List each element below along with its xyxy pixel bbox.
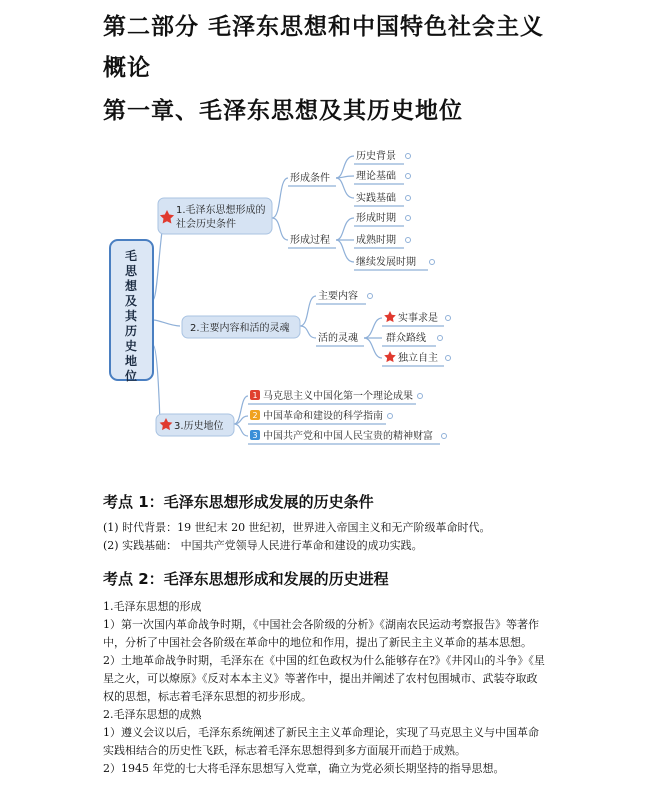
section2-body [103, 598, 573, 778]
leaf-spiritual-wealth[interactable]: 中国共产党和中国人民宝贵的精神财富 [263, 431, 433, 442]
section2-line: 星之火，可以燎原》《反对本本主义》等著作中，提出并阐述了农村包围城市、武装夺取政 [103, 672, 538, 685]
sub-living-soul[interactable]: 活的灵魂 [318, 333, 358, 344]
leaf-formation-period[interactable]: 形成时期 [356, 213, 396, 224]
leaf-scientific-guide[interactable]: 中国革命和建设的科学指南 [263, 411, 383, 422]
expand-icon[interactable] [442, 434, 447, 439]
star-icon [384, 351, 396, 362]
section2-line: 权的思想，标志着毛泽东思想的初步形成。 [103, 690, 312, 703]
leaf-mature-period[interactable]: 成熟时期 [356, 235, 396, 246]
section2-line: 2）1945 年党的七大将毛泽东思想写入党章，确立为党必须长期坚持的指导思想。 [103, 762, 505, 775]
page-title-line1: 第二部分 毛泽东思想和中国特色社会主义 [103, 14, 545, 40]
leaf-theory-basis[interactable]: 理论基础 [356, 171, 396, 182]
leaf-first-theory-result[interactable]: 马克思主义中国化第一个理论成果 [263, 391, 413, 402]
sub-formation-process[interactable]: 形成过程 [290, 235, 330, 246]
section2-line: 中，分析了中国社会各阶级在革命中的地位和作用，提出了新民主主义革命的基本思想。 [103, 636, 532, 649]
root-label-text: 毛思想及其历史地位 [124, 249, 138, 383]
chapter-title: 第一章、毛泽东思想及其历史地位 [103, 98, 463, 124]
branch1-label-l1: 1.毛泽东思想形成的 [176, 205, 266, 216]
branch2-label: 2.主要内容和活的灵魂 [190, 323, 290, 334]
expand-icon[interactable] [438, 336, 443, 341]
root-label [124, 248, 138, 383]
section2-heading: 考点 2：毛泽东思想形成和发展的历史进程 [103, 570, 389, 588]
expand-icon[interactable] [446, 356, 451, 361]
star-icon [384, 311, 396, 322]
leaf-mass-line[interactable]: 群众路线 [386, 333, 426, 344]
section1-heading: 考点 1：毛泽东思想形成发展的历史条件 [103, 493, 374, 511]
section2-line: 1）第一次国内革命战争时期，《中国社会各阶级的分析》《湖南农民运动考察报告》等著作 [103, 618, 539, 631]
badge-2-num: 2 [252, 411, 258, 420]
expand-icon[interactable] [430, 260, 435, 265]
expand-icon[interactable] [406, 216, 411, 221]
sub-formation-conditions[interactable]: 形成条件 [290, 173, 330, 184]
sub-main-content[interactable]: 主要内容 [318, 291, 358, 302]
leaf-history-background[interactable]: 历史背景 [356, 151, 396, 162]
leaf-continued-development[interactable]: 继续发展时期 [356, 257, 416, 268]
branch3-label: 3.历史地位 [174, 421, 224, 432]
page-title-line2: 概论 [103, 55, 151, 81]
leaf-seek-truth[interactable]: 实事求是 [398, 313, 438, 324]
section2-line: 1）遵义会议以后，毛泽东系统阐述了新民主主义革命理论，实现了马克思主义与中国革命 [103, 726, 539, 739]
section2-line: 实践相结合的历史性飞跃，标志着毛泽东思想得到多方面展开而趋于成熟。 [103, 744, 466, 757]
section1-body [103, 519, 573, 555]
expand-icon[interactable] [368, 294, 373, 299]
expand-icon[interactable] [418, 394, 423, 399]
leaf-independence[interactable]: 独立自主 [398, 353, 438, 364]
badge-1-num: 1 [252, 391, 258, 400]
badge-3-num: 3 [252, 431, 258, 440]
section1-line: (1) 时代背景：19 世纪末 20 世纪初，世界进入帝国主义和无产阶级革命时代。 [103, 521, 491, 534]
section1-line: (2) 实践基础： 中国共产党领导人民进行革命和建设的成功实践。 [103, 539, 423, 552]
section2-line: 1.毛泽东思想的形成 [103, 600, 202, 613]
expand-icon[interactable] [406, 154, 411, 159]
leaf-practice-basis[interactable]: 实践基础 [356, 193, 396, 204]
expand-icon[interactable] [388, 414, 393, 419]
section2-line: 2.毛泽东思想的成熟 [103, 708, 202, 721]
expand-icon[interactable] [406, 196, 411, 201]
branch1-label-l2: 社会历史条件 [176, 219, 236, 230]
expand-icon[interactable] [446, 316, 451, 321]
expand-icon[interactable] [406, 174, 411, 179]
expand-icon[interactable] [406, 238, 411, 243]
section2-line: 2）土地革命战争时期，毛泽东在《中国的红色政权为什么能够存在?》《井冈山的斗争》《星 [103, 654, 545, 667]
